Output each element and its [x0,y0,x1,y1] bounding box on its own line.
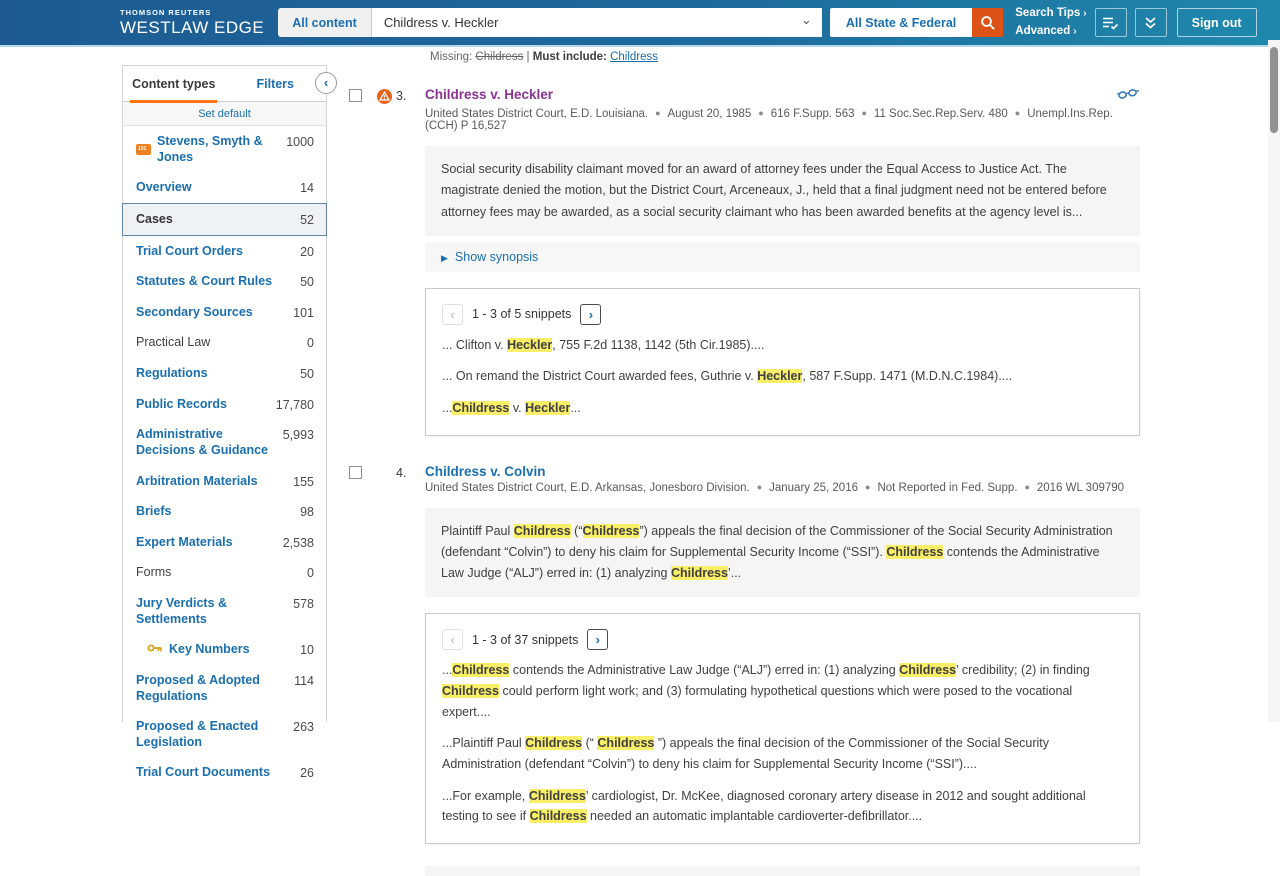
highlighted-term: Childress [899,663,957,678]
search-icon [980,15,996,31]
result-gutter [345,87,425,436]
sidebar-item-briefs[interactable] [123,496,326,527]
jurisdiction-selector-button[interactable]: All State & Federal [830,8,972,37]
brand-thomson-reuters: THOMSON REUTERS [120,8,212,18]
content-type-name: Public Records [136,396,227,411]
bullet-separator: ● [861,108,867,118]
show-synopsis-label: Show synopsis [454,249,539,264]
content-type-label [136,335,210,351]
snippets-count-label: 1 - 3 of 5 snippets [472,307,572,322]
highlighted-term: Childress [886,544,944,559]
content-type-name: Jury Verdicts & Settlements [136,596,228,626]
sign-out-button[interactable]: Sign out [1177,8,1257,37]
sidebar-item-cases[interactable] [122,203,327,236]
text-segment: , 755 F.2d 1138, 1142 (5th Cir.1985).... [552,337,765,352]
snippets-pager [442,629,1123,650]
content-type-count: 101 [293,305,314,320]
content-type-count: 1000 [286,135,314,149]
sidebar-item-forms [123,557,326,588]
sidebar-item-trial-court-orders[interactable] [123,236,326,267]
content-type-label [136,765,270,781]
text-segment: ...For example, [442,788,529,803]
result-content [425,87,1140,436]
content-type-name: Trial Court Documents [136,765,271,780]
text-segment: ... [442,401,453,415]
search-result [345,464,1140,844]
text-segment: needed an automatic implantable cardioverter-defibrillator.... [586,809,923,824]
content-type-name: Forms [136,565,172,580]
result-title-row [425,87,1140,105]
vertical-scrollbar[interactable] [1268,40,1280,722]
sidebar-item-secondary-sources[interactable] [123,297,326,328]
sidebar-item-overview[interactable] [123,172,326,203]
content-type-name: Arbitration Materials [136,473,258,488]
collapse-all-button[interactable] [1135,8,1167,37]
tab-filters[interactable]: Filters [256,77,294,91]
result-checkbox[interactable] [349,466,362,479]
snippets-next-button[interactable]: › [587,629,608,650]
content-type-label [136,427,276,458]
content-type-count: 263 [293,720,314,735]
chevron-right-icon: › [1083,7,1087,19]
content-type-name: Overview [136,180,192,195]
result-title-row [425,464,1140,479]
meta-segment: United States District Court, E.D. Louisiana. [425,108,649,120]
snippet-line [442,366,1123,387]
bullet-separator: ● [655,108,661,118]
snippet-line [442,660,1123,722]
list-check-icon [1102,16,1119,30]
content-type-label [136,504,171,520]
meta-segment: United States District Court, E.D. Arkansas, Jonesboro Division. [425,481,750,494]
results-main [345,51,1140,876]
must-include-label: Must include: [532,51,607,63]
highlighted-term: Childress [670,566,728,581]
content-type-list [123,126,326,788]
bullet-separator: ● [1014,108,1021,118]
sidebar-item-public-records[interactable] [123,389,326,420]
westlaw-edge-logo[interactable] [120,9,264,36]
content-type-count: 50 [300,275,314,290]
content-type-label [136,305,253,321]
sidebar-item-key-numbers[interactable] [123,634,326,665]
must-include-term-link[interactable]: Childress [610,51,658,63]
content-type-count: 5,993 [282,428,314,443]
content-type-count: 50 [300,367,314,381]
advanced-search-link[interactable]: Advanced › [1015,24,1077,37]
content-type-count: 2,538 [282,535,314,550]
search-input[interactable] [372,8,822,37]
meta-segment: 11 Soc.Sec.Rep.Serv. 480 [873,108,1008,120]
highlighted-term: Heckler [757,369,803,384]
content-type-name: Secondary Sources [136,304,253,319]
content-type-count: 0 [307,566,314,581]
result-checkbox[interactable] [349,89,362,102]
content-type-count: 155 [293,474,314,489]
bullet-separator: ● [756,481,763,492]
notice-divider: | [526,51,530,63]
content-type-name: Regulations [136,366,208,380]
keycite-flag-slot [377,89,396,436]
double-chevron-down-icon [1144,16,1157,30]
all-content-button[interactable]: All content [278,8,372,37]
key-numbers-icon [147,642,163,658]
content-type-name: Administrative Decisions & Guidance [136,427,268,457]
highlighted-term: Childress [525,736,583,751]
meta-segment: 2016 WL 309790 [1036,481,1125,494]
text-segment: ”) appeals the final decision of the Commissioner of the Social Security Administration (defendant “Colvin”) to deny his claim for Supplemental Security Income (“SSI”). [441,523,1113,559]
content-type-count: 578 [293,597,314,611]
content-type-label [136,397,227,413]
search-result [345,87,1140,436]
result-gutter [345,464,425,844]
result-number: 3. [396,89,407,103]
client-folder-icon [136,144,151,155]
snippet-line [442,398,1123,419]
snippets-panel [425,613,1140,843]
result-title-link[interactable]: Childress v. Colvin [425,463,546,479]
sidebar-item-regulations[interactable] [123,358,326,389]
result-title-link[interactable]: Childress v. Heckler [425,87,554,102]
sidebar-item-expert-materials[interactable] [123,527,326,558]
meta-segment: August 20, 1985 [667,108,752,120]
content-type-name: Practical Law [136,335,211,350]
snippets-next-button[interactable]: › [580,304,601,325]
tab-content-types[interactable]: Content types [123,66,225,101]
search-term-notice [430,51,1140,63]
snippet-line [442,733,1123,774]
content-type-count: 10 [300,643,314,658]
content-type-count: 26 [300,766,314,781]
keycite-warning-icon[interactable] [377,89,392,104]
sidebar-item-administrative-decisions-guidance[interactable] [123,419,326,465]
content-type-label [136,366,208,382]
top-navigation-bar [0,0,1280,47]
content-type-label [136,244,243,260]
content-type-name: Expert Materials [136,534,233,549]
sidebar-tabs [123,66,329,102]
text-segment: Social security disability claimant moved for an award of attorney fees under the Equal Access to Justice Act. The magistrate denied the motion, but the District Court, Arceneaux, J., held that a final judgment need not be entered before attorney fees may be awarded, as a social security claimant who has been awarded benefits at the agency level is... [441,162,1107,219]
content-type-label [147,642,250,658]
highlighted-term: Childress [582,523,640,538]
result-meta [425,108,1140,132]
content-type-label [136,565,171,581]
missing-label: Missing: [430,51,473,63]
text-segment: could perform light work; and (3) formulating hypothetical questions which were posed to the vocational expert.... [442,684,1073,719]
text-segment: ’... [727,566,742,581]
results-list [345,87,1140,844]
snippet-line [442,786,1123,827]
highlighted-term: Childress [597,736,655,751]
next-result-partial [425,866,1140,876]
result-summary [425,508,1140,598]
text-segment: (“ [582,736,598,751]
text-segment: contends the Administrative Law Judge (“ALJ”) erred in: (1) analyzing [441,544,1100,581]
content-type-name: Key Numbers [169,642,250,657]
sidebar-item-stevens-smyth-jones[interactable] [123,126,326,172]
text-segment: ’ credibility; (2) in finding [956,663,1090,678]
search-help-links [1015,5,1086,41]
content-type-label [136,596,276,627]
text-segment: contends the Administrative Law Judge (“ALJ”) erred in: (1) analyzing [509,663,900,678]
snippets-count-label: 1 - 3 of 37 snippets [472,632,579,647]
highlighted-term: Childress [452,663,510,678]
content-type-count: 114 [294,673,314,688]
highlighted-term: Childress [513,523,571,538]
content-type-label [136,673,276,704]
content-type-label [136,274,272,290]
highlighted-term: Childress [442,684,499,698]
text-segment: ... [442,663,453,678]
content-type-count: 98 [300,505,314,520]
text-segment: Plaintiff Paul [441,523,514,538]
brand-westlaw-edge: WESTLAW EDGE [120,17,265,37]
highlighted-term: Childress [529,809,587,824]
content-type-label [136,180,192,196]
highlighted-term: Childress [528,788,586,803]
sidebar-item-proposed-adopted-regulations[interactable] [123,665,326,711]
sidebar-item-trial-court-documents[interactable] [123,757,326,788]
meta-segment: 616 F.Supp. 563 [770,108,855,120]
content-type-name: Briefs [136,504,172,519]
content-type-label [136,212,173,228]
highlighted-term: Childress [452,401,510,415]
bullet-separator: ● [865,481,871,492]
snippets-pager [442,304,1123,325]
highlighted-term: Heckler [525,401,571,415]
sidebar-item-practical-law [123,327,326,358]
snippets-panel [425,288,1140,436]
content-type-count: 17,780 [275,397,314,412]
meta-segment: Not Reported in Fed. Supp. [877,481,1018,494]
text-segment: ... Clifton v. [442,337,508,352]
content-type-count: 14 [300,181,314,196]
snippet-line [442,335,1123,356]
content-type-label [136,474,258,490]
search-box [372,8,822,37]
sidebar-item-statutes-court-rules[interactable] [123,266,326,297]
search-button[interactable] [972,8,1003,37]
sidebar-panel [122,65,329,781]
text-segment: ... On remand the District Court awarded fees, Guthrie v. [442,369,758,384]
content-type-label [136,719,276,750]
sidebar-collapse-button[interactable]: ‹ [315,72,337,94]
text-segment: ... [570,401,581,415]
snippets-prev-button[interactable]: ‹ [442,304,463,325]
text-segment: , 587 F.Supp. 1471 (M.D.N.C.1984).... [802,369,1013,384]
sidebar-item-proposed-enacted-legislation[interactable] [123,711,326,757]
content-type-label [136,535,233,551]
text-segment: v. [509,401,526,415]
list-check-button[interactable] [1095,8,1127,37]
show-synopsis-toggle[interactable] [425,242,1140,272]
sidebar-item-arbitration-materials[interactable] [123,466,326,497]
text-segment: (“ [570,523,583,538]
bullet-separator: ● [1024,481,1030,492]
highlighted-term: Heckler [507,337,553,352]
set-default-link[interactable]: Set default [123,102,326,126]
content-type-count: 20 [300,244,314,259]
content-type-name: Cases [136,211,173,226]
result-meta [425,482,1140,494]
keycite-flag-slot [377,466,396,844]
triangle-right-icon: ▶ [441,252,448,263]
missing-term: Childress [475,51,524,63]
content-type-name: Proposed & Adopted Regulations [136,672,260,703]
meta-segment: January 25, 2016 [769,481,858,494]
chevron-down-icon[interactable]: ⌄ [800,12,812,27]
text-segment: ...Plaintiff Paul [442,736,526,751]
meta-segment: Unempl.Ins.Rep. (CCH) P 16,527 [425,108,1113,132]
content-type-name: Stevens, Smyth & Jones [157,134,263,164]
result-content [425,464,1140,844]
scrollbar-thumb[interactable] [1270,47,1278,133]
content-type-name: Statutes & Court Rules [136,274,273,289]
content-type-count: 52 [300,212,314,227]
chevron-right-icon: › [1073,25,1077,37]
content-type-label [136,134,276,165]
result-summary [425,146,1140,236]
sidebar-item-jury-verdicts-settlements[interactable] [123,588,326,634]
eyeglasses-viewed-icon [1117,87,1140,105]
content-type-name: Trial Court Orders [136,243,243,258]
content-type-count: 0 [307,336,314,351]
content-type-name: Proposed & Enacted Legislation [136,719,259,749]
bullet-separator: ● [758,108,764,118]
text-segment: ”) appeals the final decision of the Commissioner of the Social Security Administration (defendant “Colvin”) to deny his claim for Supplemental Security Income (“SSI”).... [442,736,1050,771]
snippets-prev-button[interactable]: ‹ [442,629,463,650]
text-segment: ’ cardiologist, Dr. McKee, diagnosed coronary artery disease in 2012 and sought additional testing to see if [442,788,1086,824]
result-number: 4. [396,465,407,480]
search-tips-link[interactable]: Search Tips › [1015,6,1087,19]
